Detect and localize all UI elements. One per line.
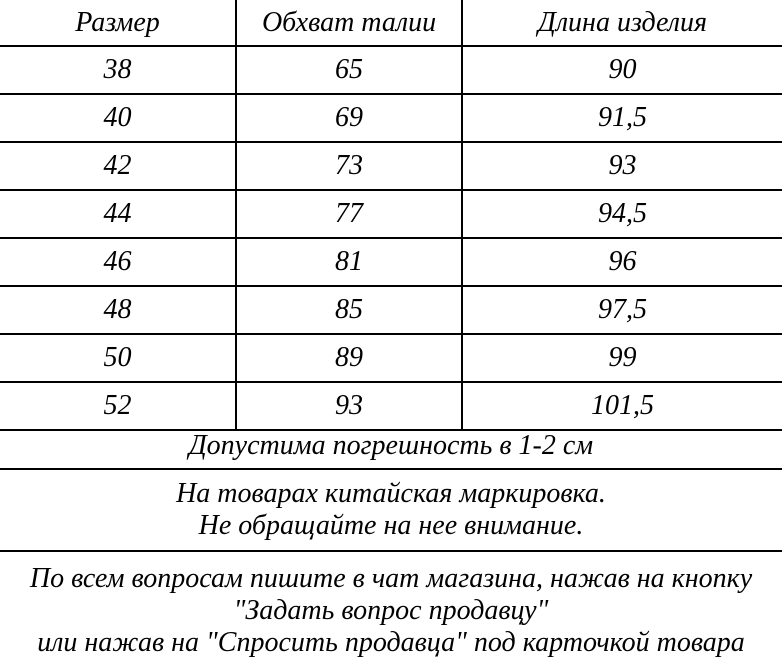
contact-line-3: или нажав на "Спросить продавца" под карточкой товара — [37, 627, 745, 658]
contact-note — [0, 552, 782, 670]
cell-length: 97,5 — [462, 286, 782, 334]
table-row — [0, 142, 782, 190]
cell-waist: 85 — [236, 286, 462, 334]
header-size: Размер — [0, 0, 236, 46]
cell-length: 94,5 — [462, 190, 782, 238]
cell-waist: 77 — [236, 190, 462, 238]
cell-length: 96 — [462, 238, 782, 286]
marking-note — [0, 470, 782, 552]
cell-size: 42 — [0, 142, 236, 190]
table-header-row — [0, 0, 782, 46]
cell-size: 40 — [0, 94, 236, 142]
cell-length: 99 — [462, 334, 782, 382]
cell-size: 44 — [0, 190, 236, 238]
cell-waist: 89 — [236, 334, 462, 382]
cell-waist: 81 — [236, 238, 462, 286]
marking-line-2: Не обращайте на нее внимание. — [198, 510, 584, 541]
tolerance-note — [0, 424, 782, 470]
cell-size: 48 — [0, 286, 236, 334]
table-row — [0, 94, 782, 142]
table-row — [0, 382, 782, 430]
cell-size: 38 — [0, 46, 236, 94]
table-row — [0, 190, 782, 238]
cell-waist: 69 — [236, 94, 462, 142]
cell-size: 52 — [0, 382, 236, 430]
cell-length: 93 — [462, 142, 782, 190]
cell-waist: 73 — [236, 142, 462, 190]
cell-waist: 93 — [236, 382, 462, 430]
header-length: Длина изделия — [462, 0, 782, 46]
contact-line-2: "Задать вопрос продавцу" — [233, 595, 549, 626]
table-row — [0, 334, 782, 382]
cell-length: 90 — [462, 46, 782, 94]
cell-length: 101,5 — [462, 382, 782, 430]
table-row — [0, 238, 782, 286]
cell-waist: 65 — [236, 46, 462, 94]
table-row — [0, 286, 782, 334]
table-row — [0, 46, 782, 94]
cell-size: 46 — [0, 238, 236, 286]
contact-line-1: По всем вопросам пишите в чат магазина, нажав на кнопку — [29, 563, 753, 594]
marking-line-1: На товарах китайская маркировка. — [176, 478, 606, 509]
header-waist: Обхват талии — [236, 0, 462, 46]
tolerance-text: Допустима погрешность в 1-2 см — [188, 430, 594, 461]
cell-size: 50 — [0, 334, 236, 382]
cell-length: 91,5 — [462, 94, 782, 142]
